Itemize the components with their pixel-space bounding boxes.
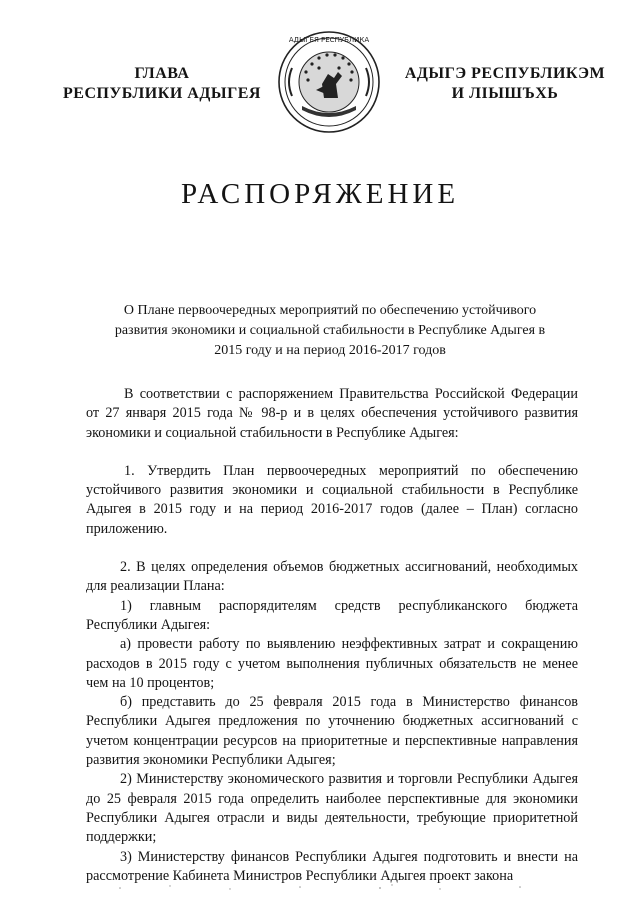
subject-line3: 2015 году и на период 2016-2017 годов	[214, 343, 446, 358]
header-left-line2: РЕСПУБЛИКИ АДЫГЕЯ	[63, 85, 261, 102]
paragraph-item-2-1-b: б) представить до 25 февраля 2015 года в Министерство финансов Республики Адыгея предложения по уточнению бюджетных ассигнований с учетом концентрации ресурсов на приоритетные и перспективные направления развития экономики Республики Адыгея;	[86, 694, 578, 769]
header-right-line1: АДЫГЭ РЕСПУБЛИКЭМ	[404, 65, 606, 82]
subject-line1: О Плане первоочередных мероприятий по обеспечению устойчивого	[123, 303, 537, 318]
paragraph-intro: В соответствии с распоряжением Правительства Российской Федерации от 27 января 2015 года № 98-р и в целях обеспечения устойчивого развития экономики и социальной стабильности в Республике Адыгея:	[86, 386, 578, 441]
paragraph-item-2-3: 3) Министерству финансов Республики Адыгея подготовить и внести на рассмотрение Кабинета Министров Республики Адыгея проект закона	[86, 848, 578, 884]
header-right-line2: И ЛІЫШЪХЬ	[451, 85, 559, 102]
document-subject	[90, 301, 570, 361]
paragraph-item-2: 2. В целях определения объемов бюджетных ассигнований, необходимых для реализации Плана:	[86, 559, 578, 595]
emblem-ring-text: АДЫГЕЯ РЕСПУБЛИКА	[288, 36, 370, 44]
document-title: РАСПОРЯЖЕНИЕ	[180, 178, 460, 210]
coat-of-arms-icon	[272, 28, 386, 136]
paragraph-item-1: 1. Утвердить План первоочередных мероприятий по обеспечению устойчивого развития экономики и социальной стабильности в Республике Адыгея в 2015 году и на период 2016-2017 годов (далее – План) согласно приложению.	[86, 462, 578, 537]
header-left-line1: ГЛАВА	[134, 65, 190, 82]
paragraph-item-2-2: 2) Министерству экономического развития и торговли Республики Адыгея до 25 февраля 2015 года определить наиболее перспективные для экономики Республики Адыгея отрасли и виды деятельности, требующие приоритетной поддержки;	[86, 771, 578, 846]
subject-line2: развития экономики и социальной стабильности в Республике Адыгея в	[114, 323, 546, 338]
paragraph-item-2-1: 1) главным распорядителям средств республиканского бюджета Республики Адыгея:	[86, 597, 578, 633]
header-right	[395, 64, 615, 104]
header-left	[52, 64, 272, 104]
document-body	[86, 385, 578, 886]
scan-specks	[0, 878, 640, 898]
paragraph-item-2-1-a: а) провести работу по выявлению неэффективных затрат и сокращению расходов в 2015 году с учетом выполнения публичных обязательств не менее чем на 10 процентов;	[86, 636, 578, 691]
